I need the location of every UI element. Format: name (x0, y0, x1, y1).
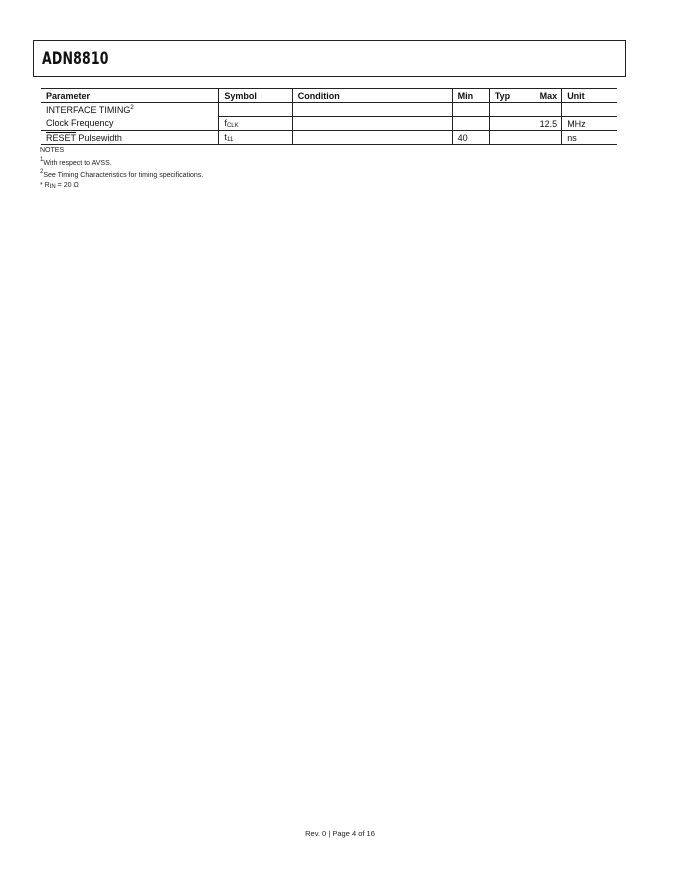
header-typ-max (489, 89, 561, 103)
row-typ-max (489, 131, 561, 145)
footnote-marker: 2 (130, 104, 134, 111)
note-number: 2 (40, 169, 44, 175)
table-row (41, 103, 617, 117)
row-min: 40 (452, 131, 489, 145)
notes-section (40, 146, 203, 192)
row-condition (292, 131, 452, 145)
header-max: Max (539, 90, 558, 101)
header-symbol: Symbol (219, 89, 292, 103)
row-typ-max (489, 117, 561, 131)
note-subscript: IN (49, 183, 56, 190)
row-typ-max (489, 103, 561, 117)
note-item (40, 181, 203, 193)
note-item (40, 168, 203, 181)
header-min: Min (452, 89, 489, 103)
header-typ: Typ (494, 90, 511, 101)
row-unit: MHz (562, 117, 617, 131)
row-unit: ns (562, 131, 617, 145)
header-parameter: Parameter (41, 89, 219, 103)
row-parameter (41, 103, 219, 117)
page-footer: Rev. 0 | Page 4 of 16 (305, 829, 375, 838)
row-symbol (219, 131, 292, 145)
note-prefix: * R (40, 181, 50, 189)
spec-table (41, 88, 617, 145)
parameter-text: Pulsewidth (75, 132, 122, 143)
table-header-row (41, 89, 617, 103)
symbol-subscript: CLK (226, 123, 239, 129)
row-max: 12.5 (539, 118, 558, 129)
row-unit (562, 103, 617, 117)
row-symbol (219, 103, 292, 117)
note-text: = 20 Ω (55, 181, 79, 189)
note-item (40, 156, 203, 169)
row-min (452, 117, 489, 131)
parameter-text: INTERFACE TIMING (46, 104, 131, 115)
row-symbol (219, 117, 292, 131)
reset-overline-text: RESET (46, 132, 76, 143)
document-title: ADN8810 (42, 49, 109, 69)
row-parameter (41, 131, 219, 145)
row-condition (292, 117, 452, 131)
table-row (41, 131, 617, 145)
row-condition (292, 103, 452, 117)
note-text: With respect to AVSS. (43, 159, 112, 167)
header-condition: Condition (292, 89, 452, 103)
symbol-base: f (224, 118, 227, 128)
symbol-base: t (224, 132, 227, 142)
notes-heading: NOTES (40, 147, 65, 154)
table-row (41, 117, 617, 131)
row-parameter: Clock Frequency (46, 118, 114, 129)
note-text: See Timing Characteristics for timing specifications. (43, 172, 204, 179)
note-number: 1 (40, 156, 44, 163)
header-box (33, 40, 626, 77)
row-min (452, 103, 489, 117)
symbol-subscript: 11 (226, 137, 234, 143)
header-unit: Unit (562, 89, 617, 103)
